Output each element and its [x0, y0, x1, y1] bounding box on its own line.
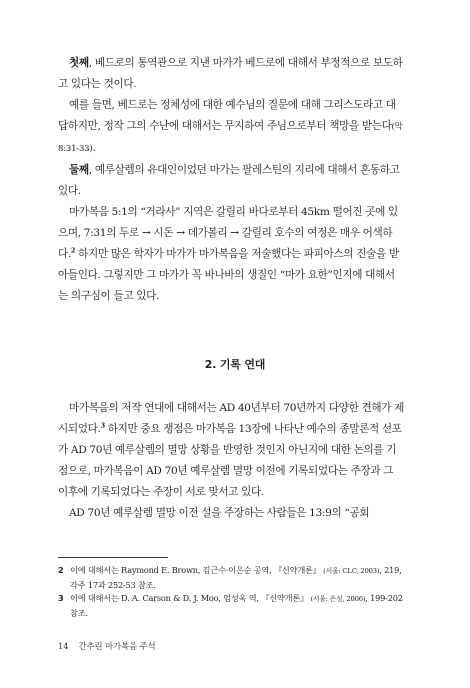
- page-footer: [58, 640, 156, 652]
- footnote-text: 이에 대해서는 Raymond E. Brown, 김근수·이은순 공역, 『신약개론』: [70, 565, 321, 575]
- section-date-body: [58, 398, 404, 524]
- footnote-divider: [58, 557, 168, 558]
- lead-word: 둘째: [69, 164, 89, 176]
- paragraph: 예를 들면, 베드로는 정체성에 대한 예수님의 질문에 대해 그리스도라고 대답하지만, 정작 그의 수난에 대해서는 무지하여 주님으로부터 책망을 받는다(막 8:31-33).: [58, 99, 403, 154]
- footnote: [58, 592, 404, 620]
- paragraph-text: 마가복음의 저작 연대에 대해서는 AD 40년부터 70년까지 다양한 견해가 제시되었다.: [58, 402, 405, 435]
- footnote-marker[interactable]: 3: [100, 421, 105, 430]
- section-heading: 2. 기록 연대: [204, 358, 266, 371]
- paragraph-text: , 예루살렘의 유대인이었던 마가는 팔레스틴의 지리에 대해서 혼동하고 있다.: [58, 164, 400, 197]
- paragraph-text: 예를 들면, 베드로는 정체성에 대한 예수님의 질문에 대해 그리스도라고 대답하지만, 정작 그의 수난에 대해서는 무지하여 주님으로부터 책망을 받는다: [58, 99, 396, 132]
- paragraph: [58, 503, 404, 524]
- footnote-number: 3: [58, 593, 64, 603]
- paragraph: [58, 398, 404, 503]
- paragraph-text: AD 70년 예루살렘 멸망 이전 설을 주장하는 사람들은 13:9의 “공회: [69, 507, 370, 519]
- paragraph: [58, 202, 404, 307]
- footnote-marker[interactable]: 2: [70, 246, 76, 255]
- footnote-text: 이에 대해서는 D. A. Carson & D. J. Moo, 엄성옥 역, 『신약개론』: [70, 593, 309, 603]
- footnote-publisher: (서울: CLC, 2003): [323, 567, 380, 575]
- footnote-text: , 219, 각주 17과 252-53 참조.: [70, 565, 402, 590]
- section-authorship-body: [58, 53, 404, 307]
- footnote: [58, 564, 404, 592]
- paragraph-text: 마가복음 5:1의 “거라사” 지역은 갈릴리 바다로부터 45km 떨어진 곳에 있으며, 7:31의 두로 → 시돈 → 데가볼리 → 갈릴리 호수의 여정은 매우 어색하다.: [58, 206, 398, 260]
- paragraph-text: , 베드로의 통역관으로 지낸 마가가 베드로에 대해서 부정적으로 보도하고 있다는 것이다.: [58, 57, 403, 90]
- footnote-publisher: (서울: 은성, 2006): [310, 595, 366, 603]
- paragraph-text: 하지만 중요 쟁점은 마가복음 13장에 나타난 예수의 종말론적 선포가 AD 70년 예루살렘의 멸망 상황을 반영한 것인지 아닌지에 대한 논의를 기점으로, 마가복음이 AD 70년 예루살렘 멸망 이전에 기록되었다는 주장과 그 이후에 기록되었다는 주장이 서로 맞서고 있다.: [58, 423, 402, 498]
- footnote-text: , 199-202 참조.: [70, 593, 403, 618]
- scripture-reference: (막 8:31-33): [58, 122, 403, 154]
- paragraph-text: 하지만 많은 학자가 마가가 마가복음을 저술했다는 파피아스의 진술을 받아들인다. 그렇지만 그 마가가 꼭 바나바의 생질인 “마가 요한”인지에 대해서는 의구심이 들고 있다.: [58, 248, 399, 302]
- lead-word: 첫째: [69, 57, 89, 69]
- paragraph: [58, 160, 404, 202]
- footnotes: [58, 564, 404, 620]
- page-number: 14: [58, 641, 69, 651]
- paragraph: [58, 53, 404, 95]
- footnote-number: 2: [58, 565, 64, 575]
- running-title: 간추린 마가복음 주석: [78, 641, 156, 651]
